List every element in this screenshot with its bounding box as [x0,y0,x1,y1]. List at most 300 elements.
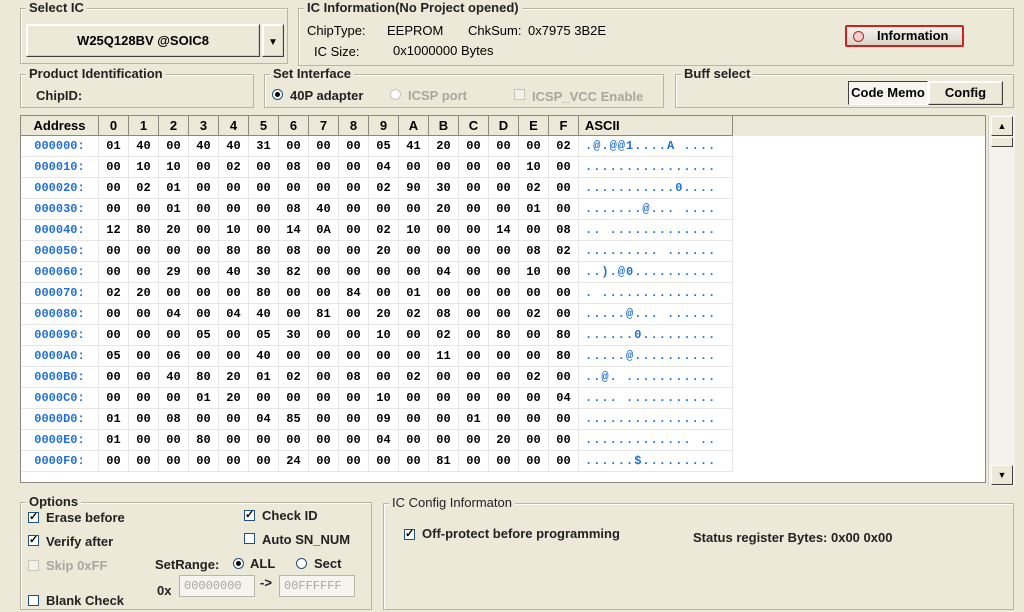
byte-cell[interactable]: 02 [519,178,549,199]
byte-cell[interactable]: 00 [519,409,549,430]
radio-icsp-port[interactable] [390,89,401,100]
byte-cell[interactable]: 04 [429,262,459,283]
table-row[interactable] [21,388,985,409]
byte-cell[interactable]: 00 [429,241,459,262]
byte-cell[interactable]: 00 [429,409,459,430]
byte-cell[interactable]: 00 [399,451,429,472]
table-row[interactable] [21,241,985,262]
scroll-down-button[interactable] [991,465,1013,485]
byte-cell[interactable]: 05 [369,136,399,157]
byte-cell[interactable]: 00 [489,262,519,283]
chip-dropdown-button[interactable] [262,24,284,57]
byte-cell[interactable]: 00 [549,178,579,199]
byte-cell[interactable]: 00 [339,220,369,241]
byte-cell[interactable]: 20 [129,283,159,304]
byte-cell[interactable]: 00 [519,136,549,157]
byte-cell[interactable]: 00 [549,367,579,388]
byte-cell[interactable]: 00 [549,283,579,304]
byte-cell[interactable]: 01 [459,409,489,430]
check-off-protect[interactable]: ✓ [405,528,415,540]
check-icsp-vcc-label: ICSP_VCC Enable [532,89,644,104]
byte-cell[interactable]: 00 [99,178,129,199]
byte-cell[interactable]: 00 [219,430,249,451]
byte-cell[interactable]: 80 [549,325,579,346]
byte-cell[interactable]: 00 [459,430,489,451]
check-check-id[interactable]: ✓ [245,509,255,521]
byte-cell[interactable]: 00 [339,262,369,283]
byte-cell[interactable]: 04 [369,157,399,178]
check-verify-after[interactable]: ✓ [29,534,39,546]
byte-cell[interactable]: 00 [369,367,399,388]
byte-cell[interactable]: 00 [309,283,339,304]
byte-cell[interactable]: 02 [129,178,159,199]
byte-cell[interactable]: 00 [459,220,489,241]
byte-cell[interactable]: 81 [429,451,459,472]
byte-cell[interactable]: 20 [369,304,399,325]
byte-cell[interactable]: 08 [339,367,369,388]
byte-cell[interactable]: 00 [189,346,219,367]
byte-cell[interactable]: 00 [489,304,519,325]
table-row[interactable] [21,346,985,367]
scroll-up-button[interactable] [991,116,1013,136]
byte-cell[interactable]: 40 [249,346,279,367]
byte-cell[interactable]: 04 [219,304,249,325]
byte-cell[interactable]: 00 [309,451,339,472]
byte-cell[interactable]: 00 [129,304,159,325]
byte-cell[interactable]: 09 [369,409,399,430]
byte-cell[interactable]: 00 [309,136,339,157]
byte-cell[interactable]: 05 [249,325,279,346]
byte-cell[interactable]: 00 [459,367,489,388]
byte-cell[interactable]: 00 [399,325,429,346]
byte-cell[interactable]: 00 [189,409,219,430]
byte-cell[interactable]: 00 [219,409,249,430]
byte-cell[interactable]: 00 [189,283,219,304]
byte-cell[interactable]: 40 [129,136,159,157]
byte-cell[interactable]: 08 [429,304,459,325]
table-row[interactable] [21,430,985,451]
byte-cell[interactable]: 00 [399,157,429,178]
table-row[interactable] [21,262,985,283]
byte-cell[interactable]: 00 [189,262,219,283]
byte-cell[interactable]: 00 [489,283,519,304]
byte-cell[interactable]: 00 [309,157,339,178]
table-row[interactable] [21,325,985,346]
byte-cell[interactable]: 00 [129,346,159,367]
byte-cell[interactable]: 00 [459,136,489,157]
tab-code-memo[interactable]: Code Memo [848,81,928,105]
byte-cell[interactable]: 10 [519,262,549,283]
byte-cell[interactable]: 00 [159,241,189,262]
byte-cell[interactable]: 10 [159,157,189,178]
byte-cell[interactable]: 00 [549,304,579,325]
address-cell: 000010: [21,157,99,178]
byte-cell[interactable]: 29 [159,262,189,283]
byte-cell[interactable]: 00 [219,199,249,220]
byte-cell[interactable]: 00 [339,409,369,430]
byte-cell[interactable]: 0A [309,220,339,241]
byte-cell[interactable]: 00 [549,199,579,220]
byte-cell[interactable]: 80 [189,367,219,388]
byte-cell[interactable]: 00 [459,199,489,220]
byte-cell[interactable]: 00 [489,346,519,367]
byte-cell[interactable]: 30 [429,178,459,199]
byte-cell[interactable]: 30 [249,262,279,283]
byte-cell[interactable]: 00 [399,262,429,283]
byte-cell[interactable]: 02 [399,304,429,325]
byte-cell[interactable]: 02 [549,136,579,157]
byte-cell[interactable]: 80 [549,346,579,367]
byte-cell[interactable]: 00 [99,367,129,388]
byte-cell[interactable]: 00 [129,241,159,262]
byte-cell[interactable]: 84 [339,283,369,304]
byte-cell[interactable]: 08 [279,157,309,178]
byte-cell[interactable]: 00 [189,157,219,178]
byte-cell[interactable]: 00 [219,283,249,304]
byte-cell[interactable]: 00 [489,157,519,178]
byte-cell[interactable]: 40 [219,136,249,157]
byte-cell[interactable]: 00 [399,346,429,367]
byte-cell[interactable]: 00 [519,388,549,409]
byte-cell[interactable]: 00 [429,388,459,409]
byte-cell[interactable]: 00 [129,325,159,346]
byte-cell[interactable]: 04 [249,409,279,430]
vertical-scrollbar[interactable] [988,115,1015,486]
byte-cell[interactable]: 00 [249,430,279,451]
byte-cell[interactable]: 00 [369,262,399,283]
byte-cell[interactable]: 00 [459,388,489,409]
byte-cell[interactable]: 00 [429,220,459,241]
byte-cell[interactable]: 00 [219,346,249,367]
byte-cell[interactable]: 00 [279,283,309,304]
chip-select-button[interactable] [26,24,260,57]
byte-cell[interactable]: 01 [249,367,279,388]
byte-cell[interactable]: 00 [99,262,129,283]
byte-cell[interactable]: 00 [489,409,519,430]
byte-cell[interactable]: 20 [159,220,189,241]
byte-cell[interactable]: 02 [219,157,249,178]
table-row[interactable] [21,451,985,472]
byte-cell[interactable]: 00 [129,430,159,451]
byte-cell[interactable]: 00 [189,199,219,220]
byte-cell[interactable]: 00 [339,178,369,199]
byte-cell[interactable]: 20 [429,199,459,220]
byte-cell[interactable]: 00 [339,430,369,451]
byte-cell[interactable]: 85 [279,409,309,430]
byte-cell[interactable]: 00 [459,346,489,367]
byte-cell[interactable]: 00 [309,388,339,409]
byte-cell[interactable]: 08 [519,241,549,262]
byte-cell[interactable]: 00 [309,409,339,430]
table-row[interactable] [21,199,985,220]
byte-cell[interactable]: 00 [189,220,219,241]
byte-cell[interactable]: 02 [369,220,399,241]
table-row[interactable] [21,409,985,430]
byte-cell[interactable]: 80 [249,241,279,262]
byte-cell[interactable]: 81 [309,304,339,325]
byte-cell[interactable]: 82 [279,262,309,283]
byte-cell[interactable]: 00 [399,409,429,430]
byte-cell[interactable]: 00 [519,220,549,241]
byte-cell[interactable]: 00 [519,325,549,346]
byte-cell[interactable]: 00 [339,199,369,220]
byte-cell[interactable]: 10 [219,220,249,241]
byte-cell[interactable]: 01 [99,430,129,451]
byte-cell[interactable]: 00 [369,451,399,472]
byte-cell[interactable]: 00 [219,451,249,472]
byte-cell[interactable]: 80 [489,325,519,346]
table-row[interactable] [21,178,985,199]
byte-cell[interactable]: 02 [429,325,459,346]
byte-cell[interactable]: 00 [129,388,159,409]
byte-cell[interactable]: 00 [399,388,429,409]
table-row[interactable] [21,136,985,157]
byte-cell[interactable]: 08 [279,199,309,220]
byte-cell[interactable]: 00 [249,178,279,199]
check-icsp-vcc[interactable] [514,89,525,100]
check-blank-check[interactable] [28,595,39,606]
check-erase-before[interactable]: ✓ [29,511,39,523]
header-col: 8 [339,116,369,136]
byte-cell[interactable]: 11 [429,346,459,367]
byte-cell[interactable]: 01 [519,199,549,220]
byte-cell[interactable]: 00 [189,304,219,325]
byte-cell[interactable]: 00 [429,430,459,451]
byte-cell[interactable]: 10 [369,325,399,346]
byte-cell[interactable]: 08 [549,220,579,241]
byte-cell[interactable]: 20 [219,388,249,409]
byte-cell[interactable]: 00 [99,451,129,472]
byte-cell[interactable]: 00 [519,451,549,472]
byte-cell[interactable]: 00 [459,325,489,346]
byte-cell[interactable]: 00 [489,178,519,199]
table-row[interactable] [21,304,985,325]
byte-cell[interactable]: 00 [429,367,459,388]
byte-cell[interactable]: 00 [489,451,519,472]
byte-cell[interactable]: 00 [459,157,489,178]
byte-cell[interactable]: 00 [99,157,129,178]
byte-cell[interactable]: 00 [369,346,399,367]
byte-cell[interactable]: 80 [249,283,279,304]
byte-cell[interactable]: 00 [99,241,129,262]
range-start-input[interactable]: 00000000 [179,575,255,597]
byte-cell[interactable]: 04 [369,430,399,451]
byte-cell[interactable]: 00 [399,430,429,451]
byte-cell[interactable]: 00 [549,262,579,283]
check-auto-sn[interactable] [244,533,255,544]
byte-cell[interactable]: 12 [99,220,129,241]
byte-cell[interactable]: 40 [219,262,249,283]
byte-cell[interactable]: 80 [129,220,159,241]
byte-cell[interactable]: 40 [189,136,219,157]
byte-cell[interactable]: 00 [99,199,129,220]
byte-cell[interactable]: 00 [159,136,189,157]
byte-cell[interactable]: 00 [279,430,309,451]
byte-cell[interactable]: 00 [129,199,159,220]
byte-cell[interactable]: 00 [489,136,519,157]
byte-cell[interactable]: 00 [279,346,309,367]
byte-cell[interactable]: 05 [189,325,219,346]
byte-cell[interactable]: 04 [159,304,189,325]
radio-range-sect[interactable] [296,558,307,569]
byte-cell[interactable]: 00 [279,304,309,325]
byte-cell[interactable]: 00 [249,388,279,409]
byte-cell[interactable]: 14 [489,220,519,241]
byte-cell[interactable]: 00 [459,283,489,304]
byte-cell[interactable]: 00 [459,451,489,472]
byte-cell[interactable]: 80 [189,430,219,451]
byte-cell[interactable]: 20 [219,367,249,388]
byte-cell[interactable]: 04 [549,388,579,409]
byte-cell[interactable]: 10 [369,388,399,409]
byte-cell[interactable]: 00 [549,157,579,178]
byte-cell[interactable]: 20 [429,136,459,157]
byte-cell[interactable]: 10 [129,157,159,178]
byte-cell[interactable]: 20 [369,241,399,262]
byte-cell[interactable]: 01 [189,388,219,409]
byte-cell[interactable]: 00 [549,430,579,451]
byte-cell[interactable]: 08 [279,241,309,262]
byte-cell[interactable]: 00 [249,157,279,178]
byte-cell[interactable]: 00 [339,157,369,178]
byte-cell[interactable]: 90 [399,178,429,199]
byte-cell[interactable]: 01 [99,409,129,430]
byte-cell[interactable]: 00 [339,304,369,325]
byte-cell[interactable]: 00 [129,367,159,388]
byte-cell[interactable]: 00 [249,199,279,220]
byte-cell[interactable]: 00 [339,346,369,367]
byte-cell[interactable]: 00 [339,325,369,346]
byte-cell[interactable]: 00 [489,241,519,262]
byte-cell[interactable]: 00 [189,178,219,199]
scroll-thumb[interactable] [991,137,1013,147]
radio-range-all[interactable] [233,558,244,569]
byte-cell[interactable]: 00 [159,451,189,472]
byte-cell[interactable]: 02 [279,367,309,388]
byte-cell[interactable]: 00 [249,451,279,472]
byte-cell[interactable]: 08 [159,409,189,430]
byte-cell[interactable]: 00 [339,136,369,157]
table-row[interactable] [21,157,985,178]
byte-cell[interactable]: 31 [249,136,279,157]
byte-cell[interactable]: 00 [369,199,399,220]
table-row[interactable] [21,220,985,241]
byte-cell[interactable]: 14 [279,220,309,241]
byte-cell[interactable]: 00 [489,199,519,220]
byte-cell[interactable]: 00 [159,430,189,451]
radio-40p-adapter[interactable] [272,89,283,100]
byte-cell[interactable]: 01 [159,178,189,199]
byte-cell[interactable]: 02 [399,367,429,388]
byte-cell[interactable]: 00 [99,325,129,346]
byte-cell[interactable]: 40 [159,367,189,388]
byte-cell[interactable]: 00 [99,388,129,409]
byte-cell[interactable]: 00 [279,178,309,199]
byte-cell[interactable]: 00 [129,262,159,283]
byte-cell[interactable]: 41 [399,136,429,157]
byte-cell[interactable]: 00 [519,430,549,451]
byte-cell[interactable]: 00 [159,388,189,409]
byte-cell[interactable]: 10 [519,157,549,178]
byte-cell[interactable]: 06 [159,346,189,367]
byte-cell[interactable]: 00 [489,367,519,388]
byte-cell[interactable]: 00 [399,199,429,220]
information-button[interactable] [845,25,964,47]
byte-cell[interactable]: 00 [429,283,459,304]
byte-cell[interactable]: 00 [309,430,339,451]
byte-cell[interactable]: 00 [459,304,489,325]
byte-cell[interactable]: 02 [99,283,129,304]
byte-cell[interactable]: 02 [369,178,399,199]
hex-prefix-label: 0x [157,583,172,598]
byte-cell[interactable]: 00 [249,220,279,241]
byte-cell[interactable]: 00 [489,388,519,409]
byte-cell[interactable]: 00 [189,241,219,262]
byte-cell[interactable]: 00 [309,241,339,262]
byte-cell[interactable]: 02 [519,304,549,325]
byte-cell[interactable]: 00 [309,367,339,388]
byte-cell[interactable]: 24 [279,451,309,472]
byte-cell[interactable]: 00 [399,241,429,262]
byte-cell[interactable]: 00 [219,325,249,346]
byte-cell[interactable]: 80 [219,241,249,262]
byte-cell[interactable]: 40 [249,304,279,325]
byte-cell[interactable]: 00 [129,451,159,472]
byte-cell[interactable]: 00 [459,262,489,283]
tab-config[interactable]: Config [928,81,1003,105]
byte-cell[interactable]: 02 [519,367,549,388]
byte-cell[interactable]: 00 [459,178,489,199]
table-row[interactable] [21,283,985,304]
byte-cell[interactable]: 01 [99,136,129,157]
byte-cell[interactable]: 00 [309,262,339,283]
byte-cell[interactable]: 00 [369,283,399,304]
byte-cell[interactable]: 00 [309,346,339,367]
byte-cell[interactable]: 00 [189,451,219,472]
range-end-input[interactable]: 00FFFFFF [279,575,355,597]
byte-cell[interactable]: 00 [339,241,369,262]
byte-cell[interactable]: 00 [219,178,249,199]
byte-cell[interactable]: 00 [459,241,489,262]
byte-cell[interactable]: 40 [309,199,339,220]
byte-cell[interactable]: 00 [549,409,579,430]
byte-cell[interactable]: 05 [99,346,129,367]
byte-cell[interactable]: 01 [159,199,189,220]
byte-cell[interactable]: 20 [489,430,519,451]
byte-cell[interactable]: 00 [339,451,369,472]
byte-cell[interactable]: 01 [399,283,429,304]
byte-cell[interactable]: 30 [279,325,309,346]
byte-cell[interactable]: 00 [159,325,189,346]
table-row[interactable] [21,367,985,388]
byte-cell[interactable]: 00 [549,451,579,472]
byte-cell[interactable]: 00 [519,283,549,304]
byte-cell[interactable]: 00 [519,346,549,367]
byte-cell[interactable]: 00 [99,304,129,325]
byte-cell[interactable]: 00 [339,388,369,409]
check-skip-ff[interactable] [28,560,39,571]
byte-cell[interactable]: 00 [429,157,459,178]
byte-cell[interactable]: 02 [549,241,579,262]
byte-cell[interactable]: 00 [279,136,309,157]
byte-cell[interactable]: 00 [279,388,309,409]
byte-cell[interactable]: 00 [159,283,189,304]
byte-cell[interactable]: 10 [399,220,429,241]
byte-cell[interactable]: 00 [129,409,159,430]
byte-cell[interactable]: 00 [309,325,339,346]
byte-cell[interactable]: 00 [309,178,339,199]
check-id-label: Check ID [262,508,318,523]
